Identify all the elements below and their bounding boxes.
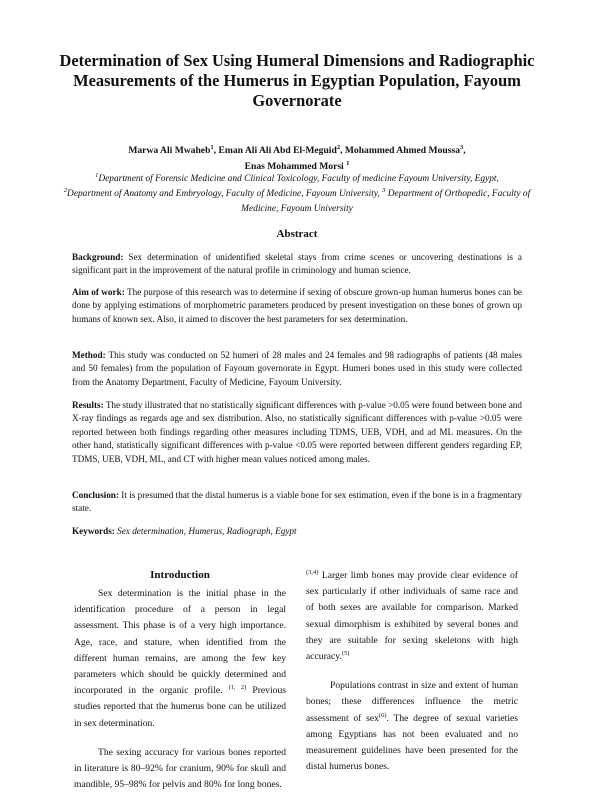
affiliation-marker: 2 xyxy=(63,186,68,194)
right-column xyxy=(306,568,518,775)
section-label: Results: xyxy=(72,400,104,410)
affiliation-marker: 3 xyxy=(460,143,464,151)
paragraph-text: Previous studies reported that the humerus bone can be utilized in sex determination. xyxy=(74,685,286,729)
affiliation-marker: 2 xyxy=(336,143,341,151)
section-label: Keywords: xyxy=(72,526,115,536)
abstract-conclusion xyxy=(72,489,522,516)
keywords-text: Sex determination, Humerus, Radiograph, Egypt xyxy=(114,526,297,536)
intro-paragraph-1 xyxy=(74,586,286,732)
affiliations xyxy=(45,172,549,217)
section-label: Method: xyxy=(72,350,106,360)
abstract-background xyxy=(72,251,522,278)
paper-title: Determination of Sex Using Humeral Dimensions and Radiographic Measurements of the Humerus in Egyptian Population, Fayoum Governorate xyxy=(59,51,535,110)
citation-ref: (6) xyxy=(378,711,387,719)
intro-paragraph-2-continued xyxy=(306,568,518,665)
abstract-heading: Abstract xyxy=(276,228,318,240)
author-name: , Eman Ali Ali Abd El-Meguid xyxy=(213,145,337,156)
affiliation-marker: 1 xyxy=(95,171,99,179)
affiliation-text: Department of Forensic Medicine and Clinical Toxicology, Faculty of medicine Fayoum University, Egypt, xyxy=(98,174,499,184)
paragraph-text: Sex determination is the initial phase in the identification procedure of a person in legal assessment. This phase is of a very high importance. Age, race, and stature, when identified from the different human remains, are among the few key parameters which should be quickly determined and incorporated in the organic profile. xyxy=(74,588,286,697)
intro-paragraph-3 xyxy=(306,678,518,775)
paragraph-text: Larger limb bones may provide clear evidence of sex particularly if other individuals of same race and of both sexes are available for comparison. Marked sexual dimorphism is exhibited by several bones and they are suitable for sexing skeletons with high accuracy. xyxy=(306,570,518,663)
affiliation-marker: 1 xyxy=(210,143,214,151)
citation-ref: (1, 2) xyxy=(228,684,247,692)
paragraph-text: It is presumed that the distal humerus is a viable bone for sex estimation, even if the bone is in a fragmentary state. xyxy=(72,490,522,514)
author-name: Enas Mohammed Morsi xyxy=(244,161,344,172)
affiliation-text: Department of Orthopedic, Faculty of Medicine, Fayoum University xyxy=(241,189,531,214)
keywords xyxy=(72,525,522,538)
affiliation-text: Department of Anatomy and Embryology, Faculty of Medicine, Fayoum University, xyxy=(67,189,380,199)
citation-ref: (3,4) xyxy=(306,568,319,576)
citation-ref: (5) xyxy=(341,649,350,657)
paragraph-text: The study illustrated that no statistically significant differences with p-value >0.05 were found between bone and X-ray findings as regards age and sex distribution. Also, no statistically significant differences with p-value >0.05 were reported between both findings regarding other measures including TDMS, UEB, VDH, and ad ML measures. On the other hand, statistically significant differences with p-value <0.05 were reported between different genders regarding EP, TDMS, UEB, VDH, ML, and CT with higher mean values noticed among males. xyxy=(72,400,522,464)
paragraph-text: Populations contrast in size and extent of human bones; these differences influence the metric assessment of sex xyxy=(306,680,518,724)
paragraph-text: The purpose of this research was to determine if sexing of obscure grown-up human humerus bones can be done by applying estimations of morphometric parameters produced by present investigation on these bones of grown up humans of known sex. Also, it aimed to discover the best parameters for sex determination. xyxy=(72,287,522,324)
paragraph-text: This study was conducted on 52 humeri of 28 males and 24 females and 98 radiographs of patients (48 males and 50 females) from the population of Fayoum governorate in Egypt. Humeri bones used in this study were collected from the Anatomy Department, Faculty of Medicine, Fayoum University. xyxy=(72,350,522,387)
abstract-aim xyxy=(72,286,522,326)
author-list xyxy=(50,143,544,175)
section-label: Background: xyxy=(72,252,124,262)
author-separator: , xyxy=(463,145,466,156)
abstract-results xyxy=(72,399,522,466)
author-name: Marwa Ali Mwaheb xyxy=(128,145,211,156)
paragraph-text: . The degree of sexual varieties among Egyptians has not been evaluated and no measurement guidelines have been presented for the distal humerus bones. xyxy=(306,712,518,773)
author-name: , Mohammed Ahmed Moussa xyxy=(340,145,460,156)
paragraph-text: The sexing accuracy for various bones reported in literature is 80–92% for cranium, 90% for skull and mandible, 95–98% for pelvis and 80% for long bones. xyxy=(74,746,286,791)
abstract-method xyxy=(72,349,522,389)
section-label: Conclusion: xyxy=(72,490,119,500)
left-column xyxy=(74,566,286,792)
affiliation-marker: 1 xyxy=(346,159,350,167)
section-label: Aim of work: xyxy=(72,287,125,297)
affiliation-marker: 3 xyxy=(382,186,386,194)
intro-paragraph-2 xyxy=(74,745,286,792)
introduction-heading: Introduction xyxy=(150,569,210,581)
paragraph-text: Sex determination of unidentified skeletal stays from crime scenes or uncovering destinations is a significant part in the improvement of the natural profile in criminology and human science. xyxy=(72,252,522,276)
